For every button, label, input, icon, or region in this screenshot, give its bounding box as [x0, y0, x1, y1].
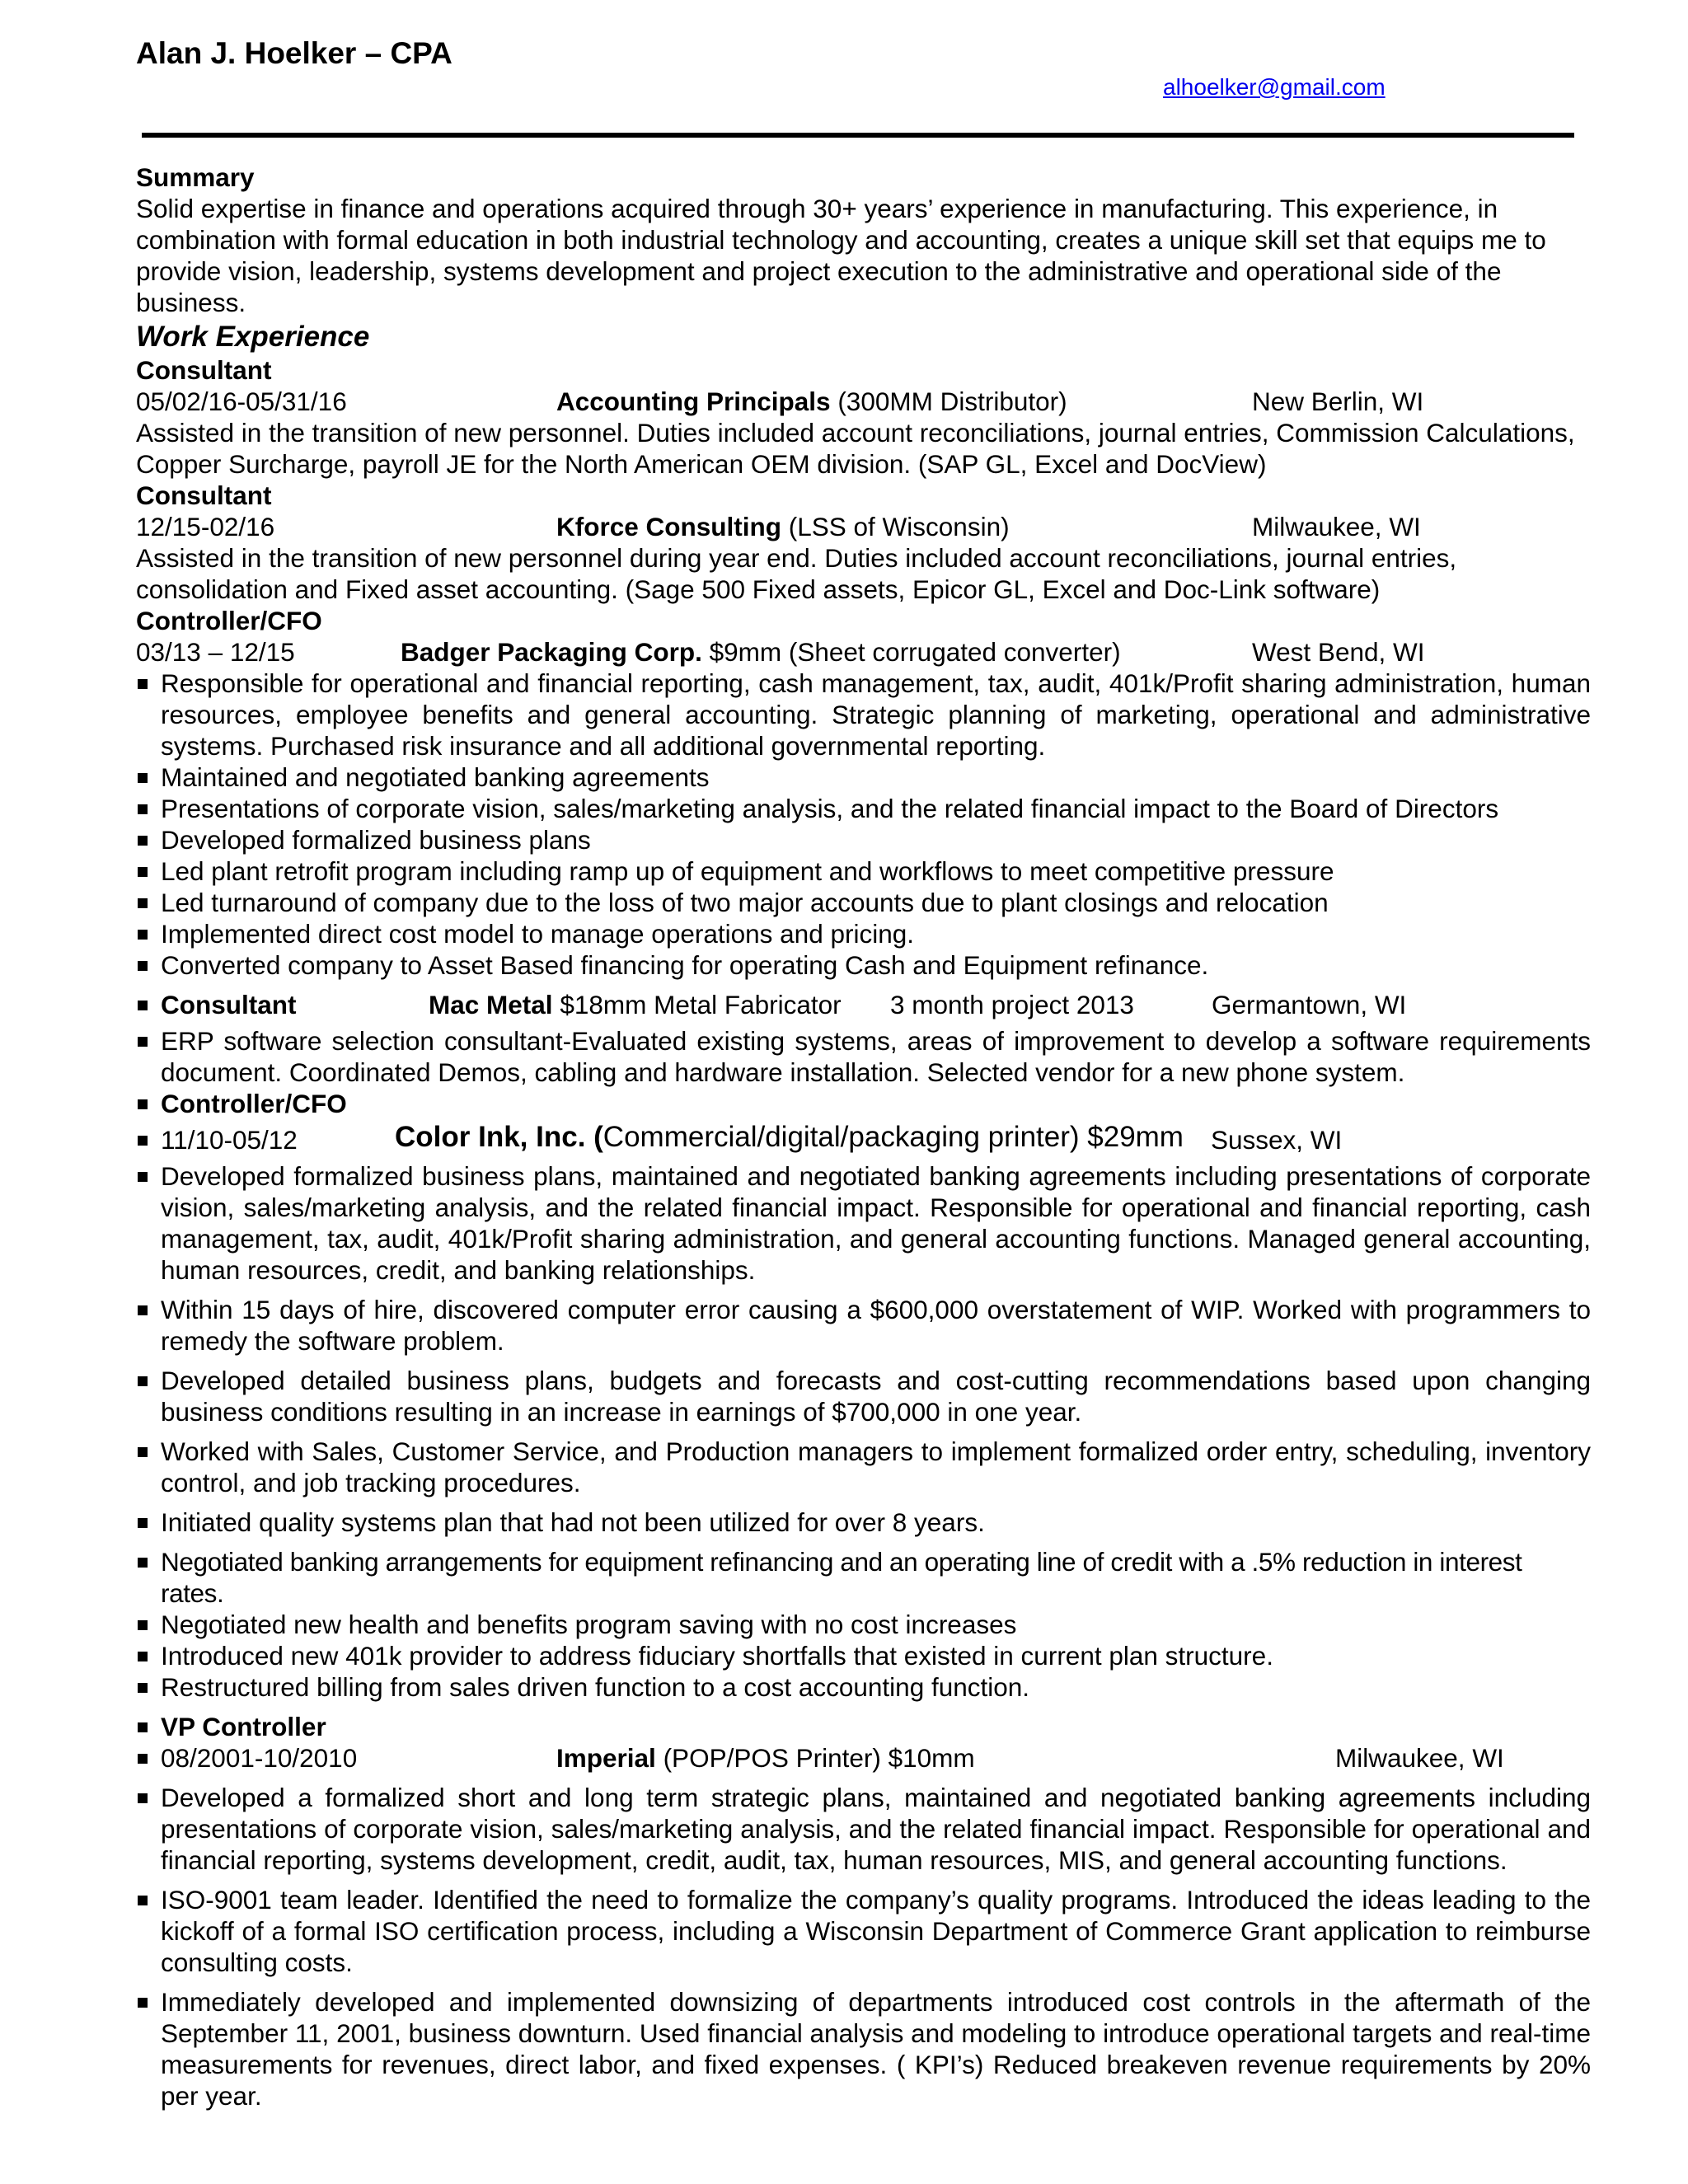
job-company — [429, 989, 842, 1020]
list-item: ERP software selection consultant-Evaluated existing systems, areas of improvement to develop a software requirements document. Coordinated Demos, cabling and hardware installation. Selected vendor for a new phone system. — [136, 1025, 1591, 1088]
list-item: Presentations of corporate vision, sales/marketing analysis, and the related financial impact to the Board of Directors — [136, 793, 1591, 824]
company-description: $9mm (Sheet corrugated converter) — [701, 637, 1121, 667]
job-project: 3 month project 2013 — [890, 990, 1134, 1019]
job-location: New Berlin, WI — [1252, 387, 1424, 416]
job-title: Consultant — [136, 480, 272, 510]
list-item: Worked with Sales, Customer Service, and Production managers to implement formalized order entry, scheduling, inventory control, and job tracking procedures. — [136, 1436, 1591, 1498]
job-header-item — [136, 1742, 1591, 1774]
email-link[interactable]: alhoelker@gmail.com — [1163, 74, 1386, 100]
job-bullets — [136, 989, 1591, 2111]
job-dates: 05/02/16-05/31/16 — [136, 387, 347, 416]
header-divider — [142, 133, 1574, 138]
job-header-item — [136, 1121, 1591, 1155]
job-title: VP Controller — [136, 1711, 1591, 1742]
company-description: (LSS of Wisconsin) — [781, 512, 1010, 541]
company-description: Commercial/digital/packaging printer) $29mm — [603, 1121, 1184, 1153]
company-description: (POP/POS Printer) $10mm — [655, 1743, 975, 1773]
list-item: Maintained and negotiated banking agreements — [136, 762, 1591, 793]
job-location: Sussex, WI — [1211, 1125, 1343, 1155]
job-title: Controller/CFO — [136, 1088, 1591, 1119]
job-location: Milwaukee, WI — [1252, 512, 1421, 541]
company-name: Badger Packaging Corp. — [401, 637, 702, 667]
list-item: Led turnaround of company due to the loss of two major accounts due to plant closings and relocation — [136, 887, 1591, 918]
job-header-line — [136, 1742, 1591, 1774]
list-item: Immediately developed and implemented downsizing of departments introduced cost controls in the aftermath of the September 11, 2001, business downturn. Used financial analysis and modeling to introduce operational targets and real-time measurements for revenues, direct labor, and fixed expenses. ( KPI’s) Reduced breakeven revenue requirements by 20% per year. — [136, 1986, 1591, 2111]
job-company — [556, 1742, 975, 1774]
job-dates: 12/15-02/16 — [136, 512, 275, 541]
list-item: Negotiated banking arrangements for equipment refinancing and an operating line of credit with a .5% reduction in interest rates. — [136, 1546, 1591, 1609]
list-item: Within 15 days of hire, discovered computer error causing a $600,000 overstatement of WIP. Worked with programmers to remedy the software problem. — [136, 1294, 1591, 1357]
candidate-name: Alan J. Hoelker – CPA — [136, 36, 452, 70]
summary-text: Solid expertise in finance and operations acquired through 30+ years’ experience in manufacturing. This experience, in combination with formal education in both industrial technology and accounting, creates a unique skill set that equips me to provide vision, leadership, systems development and project execution to the administrative and operational side of the business. — [136, 194, 1546, 317]
list-item: Developed a formalized short and long term strategic plans, maintained and negotiated banking agreements including presentations of corporate vision, sales/marketing analysis, and the related financial impact. Responsible for operational and financial reporting, systems development, credit, audit, tax, human resources, MIS, and general accounting functions. — [136, 1782, 1591, 1876]
job-dates: 08/2001-10/2010 — [161, 1743, 358, 1773]
list-item: Developed detailed business plans, budgets and forecasts and cost-cutting recommendations based upon changing business conditions resulting in an increase in earnings of $700,000 in one year. — [136, 1365, 1591, 1427]
job-dates: 11/10-05/12 — [161, 1125, 298, 1155]
job-location: Germantown, WI — [1212, 990, 1407, 1019]
job-description: Assisted in the transition of new personnel. Duties included account reconciliations, journal entries, Commission Calculations, Copper Surcharge, payroll JE for the North American OEM division. (SAP GL, Excel and DocView) — [136, 418, 1575, 479]
list-item: Developed formalized business plans, maintained and negotiated banking agreements including presentations of corporate vision, sales/marketing analysis, and the related financial impact. Responsible for operational and financial reporting, cash management, tax, audit, 401k/Profit sharing administration, and general accounting functions. Managed general accounting, human resources, credit, and banking relationships. — [136, 1160, 1591, 1286]
list-item: Converted company to Asset Based financing for operating Cash and Equipment refinance. — [136, 949, 1591, 981]
job-header-line — [136, 1121, 1591, 1155]
company-name: Imperial — [556, 1743, 656, 1773]
job-bullets — [136, 668, 1591, 981]
job-header-item — [136, 989, 1591, 1020]
job-location: Milwaukee, WI — [1335, 1743, 1504, 1773]
company-name: Kforce Consulting — [556, 512, 781, 541]
list-item: Negotiated new health and benefits program saving with no cost increases — [136, 1609, 1591, 1640]
list-item: Developed formalized business plans — [136, 824, 1591, 855]
job-title: Controller/CFO — [136, 606, 322, 635]
job-company — [556, 386, 1067, 417]
list-item: Introduced new 401k provider to address fiduciary shortfalls that existed in current plan structure. — [136, 1640, 1591, 1671]
list-item: Led plant retrofit program including ramp up of equipment and workflows to meet competitive pressure — [136, 855, 1591, 887]
job-company — [556, 511, 1010, 542]
list-item: Responsible for operational and financial reporting, cash management, tax, audit, 401k/Profit sharing administration, human resources, employee benefits and general accounting. Strategic planning of marketing, operational and administrative systems. Purchased risk insurance and all additional governmental reporting. — [136, 668, 1591, 762]
list-item: Restructured billing from sales driven function to a cost accounting function. — [136, 1671, 1591, 1703]
list-item: Initiated quality systems plan that had not been utilized for over 8 years. — [136, 1507, 1591, 1538]
list-item: Implemented direct cost model to manage operations and pricing. — [136, 918, 1591, 949]
job-header-line — [136, 636, 1591, 668]
job-dates: 03/13 – 12/15 — [136, 637, 295, 667]
list-item: ISO-9001 team leader. Identified the need to formalize the company’s quality programs. Introduced the ideas leading to the kickoff of a formal ISO certification process, including a Wisconsin Department of Commerce Grant application to reimburse consulting costs. — [136, 1884, 1591, 1978]
company-name: Accounting Principals — [556, 387, 831, 416]
job-header-line — [136, 989, 1591, 1020]
job-company — [401, 636, 1121, 668]
job-title: Consultant — [161, 990, 297, 1019]
company-name: Mac Metal — [429, 990, 553, 1019]
company-description: $18mm Metal Fabricator — [552, 990, 842, 1019]
company-description: (300MM Distributor) — [830, 387, 1067, 416]
job-location: West Bend, WI — [1252, 637, 1425, 667]
summary-heading: Summary — [136, 162, 255, 192]
work-experience-heading: Work Experience — [136, 321, 370, 353]
company-name: Color Ink, Inc. ( — [395, 1121, 603, 1153]
job-header-line — [136, 386, 1591, 417]
job-description: Assisted in the transition of new personnel during year end. Duties included account reconciliations, journal entries, consolidation and Fixed asset accounting. (Sage 500 Fixed assets, Epicor GL, Excel and Doc-Link software) — [136, 543, 1457, 604]
job-title: Consultant — [136, 355, 272, 385]
job-company — [395, 1122, 1184, 1153]
resume-content — [136, 162, 1591, 2111]
job-header-line — [136, 511, 1591, 542]
